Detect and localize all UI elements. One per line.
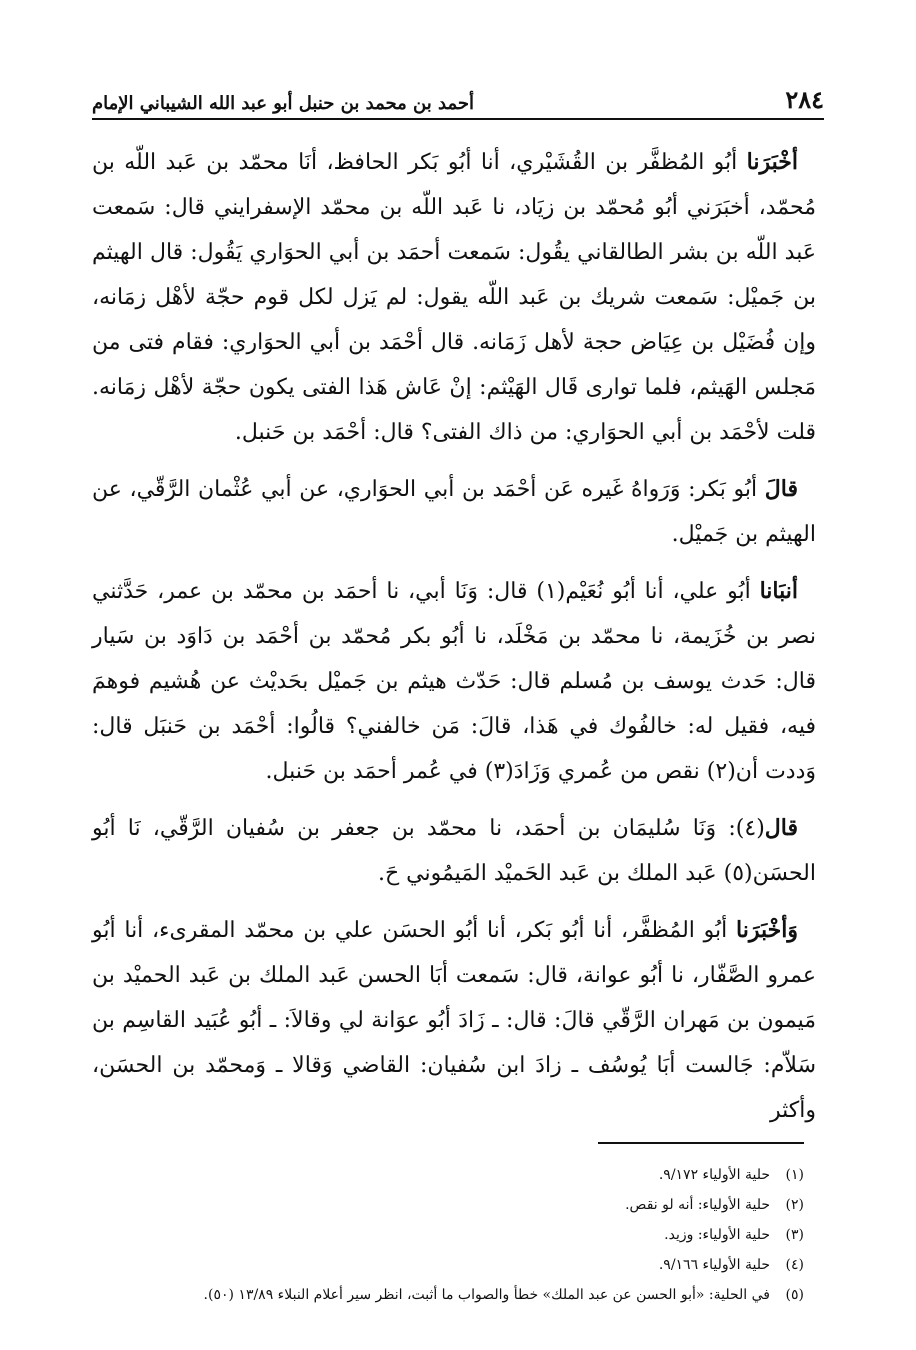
paragraph-text: أبُو بَكر: وَرَواهُ غَيره عَن أحْمَد بن أبي الحوَاري، عن أبي عُثْمان الرَّقّي، عن الهيثم بن جَميْل.	[92, 477, 816, 547]
running-title: أحمد بن محمد بن حنبل أبو عبد الله الشيباني الإمام	[92, 93, 475, 114]
footnote-4	[60, 1250, 804, 1280]
paragraph-lead-word: أنبَانا	[759, 578, 798, 604]
paragraph-2	[92, 467, 816, 557]
footnote-text: حلية الأولياء ٩/١٦٦.	[658, 1257, 770, 1273]
footnote-text: حلية الأولياء: وزيد.	[664, 1227, 770, 1243]
main-text	[92, 140, 816, 1145]
paragraph-text: أبُو المُظفَّر بن القُشَيْري، أنا أبُو بَكر الحافظ، أنَا محمّد بن عَبد اللّه بن مُحمّد، أخبَرَني أبُو مُحمّد بن زيَاد، نا عَبد اللّه بن محمّد الإسفرايني قال: سَمعت عَبد اللّه بن بشر الطالقاني يقُول: سَمعت أحمَد بن أبي الحوَاري يَقُول: قال الهيثم بن جَميْل: سَمعت شريك بن عَبد اللّه يقول: لم يَزل لكل قوم حجّة لأهْل زمَانه، وإن فُضَيْل بن عِيَاض حجة لأهل زَمَانه. قال أحْمَد بن أبي الحوَاري: فقام فتى من مَجلس الهَيثم، فلما توارى قَال الهَيْثم: إنْ عَاش هَذا الفتى يكون حجّة لأهْل زمَانه. قلت لأحْمَد بن أبي الحوَاري: من ذاك الفتى؟ قال: أحْمَد بن حَنبل.	[92, 150, 816, 445]
page-header	[92, 78, 824, 120]
footnote-5	[60, 1280, 804, 1310]
footnote-number: (٣)	[785, 1227, 804, 1243]
footnote-number: (٢)	[785, 1197, 804, 1213]
footnote-number: (١)	[785, 1167, 804, 1183]
paragraph-text: أبُو علي، أنا أبُو نُعَيْم(١) قال: وَنَا أبي، نا أحمَد بن محمّد بن عمر، حَدَّثني نصر بن خُزَيمة، نا محمّد بن مَخْلَد، نا أبُو بكر مُحمّد بن أحْمَد بن دَاوَد بن سَيار قال: حَدث يوسف بن مُسلم قال: حَدّث هيثم بن جَميْل بحَديْث عن هُشيم فوهمَ فيه، فقيل له: خالفُوك في هَذا، قالَ: مَن خالفني؟ قالُوا: أحْمَد بن حَنبَل قال: وَددت أن(٢) نقص من عُمري وَزَادَ(٣) في عُمر أحمَد بن حَنبل.	[92, 579, 816, 784]
page-number: ٢٨٤	[785, 85, 824, 114]
paragraph-5	[92, 908, 816, 1133]
paragraph-text: (٤): وَنَا سُليمَان بن أحمَد، نا محمّد بن جعفر بن سُفيان الرَّقّي، نَا أبُو الحسَن(٥) عَبد الملك بن عَبد الحَميْد المَيمُوني حَ.	[92, 816, 816, 886]
paragraph-lead-word: أخْبَرَنا	[746, 149, 798, 175]
paragraph-1	[92, 140, 816, 455]
footnote-2	[60, 1190, 804, 1220]
footnotes	[60, 1160, 804, 1310]
footnote-number: (٤)	[785, 1257, 804, 1273]
paragraph-4	[92, 806, 816, 896]
footnote-1	[60, 1160, 804, 1190]
paragraph-lead-word: قالَ	[764, 476, 798, 502]
paragraph-3	[92, 569, 816, 794]
paragraph-text: أبُو المُظفَّر، أنا أبُو بَكر، أنا أبُو الحسَن علي بن محمّد المقرىء، أنا أبُو عمرو الصَّفّار، نا أبُو عوانة، قال: سَمعت أبَا الحسن عَبد الملك بن عَبد الحميْد بن مَيمون بن مَهران الرَّقّي قالَ: قال: ـ زَادَ أبُو عوَانة لي وقالاَ: ـ أبُو عُبَيد القاسِم بن سَلاّم: جَالست أبَا يُوسُف ـ زادَ ابن سُفيان: القاضي وَقالا ـ وَمحمّد بن الحسَن، وأكثر	[92, 918, 816, 1123]
footnote-text: حلية الأولياء: أنه لو نقص.	[625, 1197, 770, 1213]
footnote-3	[60, 1220, 804, 1250]
footnote-text: حلية الأولياء ٩/١٧٢.	[658, 1167, 770, 1183]
footnote-text: في الحلية: «أبو الحسن عن عبد الملك» خطأ والصواب ما أثبت، انظر سير أعلام النبلاء ١٣/٨٩ (٥٠).	[203, 1287, 770, 1303]
paragraph-lead-word: قال	[764, 815, 798, 841]
footnote-number: (٥)	[785, 1287, 804, 1303]
footnote-divider	[598, 1142, 804, 1144]
paragraph-lead-word: وَأخْبَرَنا	[736, 917, 798, 943]
